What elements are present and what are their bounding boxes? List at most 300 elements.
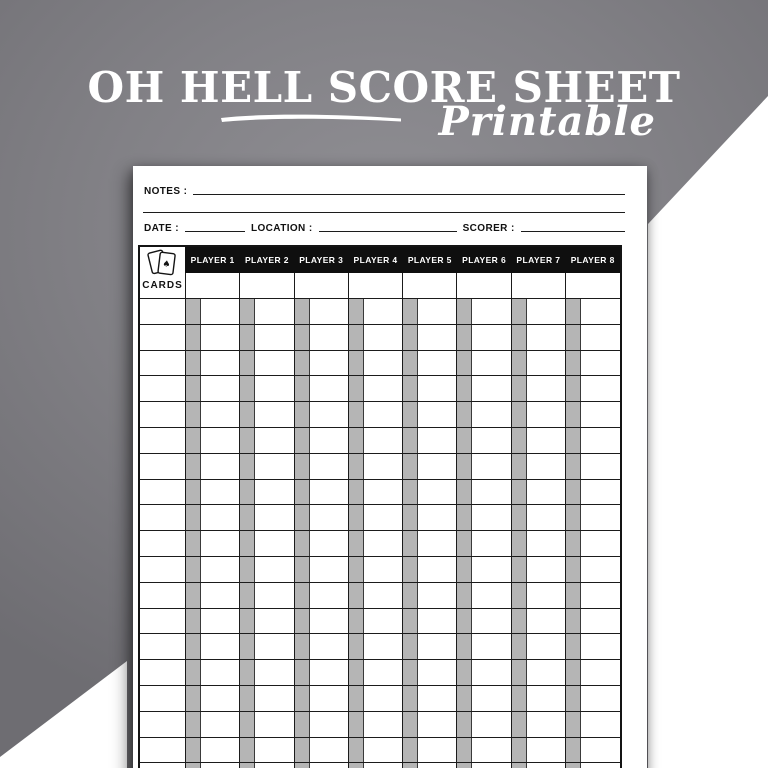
score-subcell xyxy=(364,351,402,376)
score-cell-p4-r4 xyxy=(348,376,402,401)
bid-subcell xyxy=(512,557,527,582)
bid-subcell xyxy=(512,402,527,427)
cards-row-cell xyxy=(140,376,185,401)
score-cell-p1-r12 xyxy=(185,583,239,608)
score-subcell xyxy=(418,402,456,427)
score-cell-p8-r13 xyxy=(565,609,619,634)
score-cell-p5-r19 xyxy=(402,763,456,768)
score-cell-p5-r7 xyxy=(402,454,456,479)
bid-subcell xyxy=(186,325,201,350)
score-cell-p7-r12 xyxy=(511,583,565,608)
table-row xyxy=(140,659,620,685)
score-cell-p6-r10 xyxy=(456,531,510,556)
bid-subcell xyxy=(295,299,310,324)
score-cell-p7-r14 xyxy=(511,634,565,659)
score-cell-p6-r3 xyxy=(456,351,510,376)
score-subcell xyxy=(472,428,510,453)
bid-subcell xyxy=(349,325,364,350)
bid-subcell xyxy=(403,299,418,324)
location-line xyxy=(319,230,457,232)
bid-subcell xyxy=(457,402,472,427)
score-subcell xyxy=(581,402,619,427)
bid-subcell xyxy=(512,738,527,763)
table-row xyxy=(140,737,620,763)
score-subcell xyxy=(418,660,456,685)
score-subcell xyxy=(310,351,348,376)
notes-line xyxy=(193,193,625,195)
score-cell-p1-r10 xyxy=(185,531,239,556)
score-cell-p4-r16 xyxy=(348,686,402,711)
bid-subcell xyxy=(240,557,255,582)
bid-subcell xyxy=(186,660,201,685)
score-cell-p3-r5 xyxy=(294,402,348,427)
score-subcell xyxy=(472,299,510,324)
score-cell-p3-r14 xyxy=(294,634,348,659)
score-cell-p1-r19 xyxy=(185,763,239,768)
bid-subcell xyxy=(512,712,527,737)
table-row xyxy=(140,504,620,530)
score-subcell xyxy=(310,505,348,530)
score-cell-p2-r17 xyxy=(239,712,293,737)
score-cell-p3-r16 xyxy=(294,686,348,711)
score-cell-p4-r14 xyxy=(348,634,402,659)
bid-subcell xyxy=(349,686,364,711)
score-cell-p1-r4 xyxy=(185,376,239,401)
score-subcell xyxy=(581,325,619,350)
score-subcell xyxy=(472,712,510,737)
bid-subcell xyxy=(403,428,418,453)
bid-subcell xyxy=(349,454,364,479)
bid-subcell xyxy=(295,686,310,711)
score-cell-p6-r9 xyxy=(456,505,510,530)
bid-subcell xyxy=(295,376,310,401)
page-subtitle: Printable xyxy=(438,98,656,145)
score-cell-p7-r1 xyxy=(511,299,565,324)
score-subcell xyxy=(201,351,239,376)
score-cell-p3-r19 xyxy=(294,763,348,768)
bid-subcell xyxy=(512,531,527,556)
table-row xyxy=(140,453,620,479)
score-cell-p7-r15 xyxy=(511,660,565,685)
player-name-cell-8 xyxy=(565,273,619,298)
score-subcell xyxy=(418,557,456,582)
score-cell-p2-r3 xyxy=(239,351,293,376)
bid-subcell xyxy=(295,583,310,608)
cards-row-cell xyxy=(140,712,185,737)
score-cell-p2-r11 xyxy=(239,557,293,582)
score-cell-p2-r4 xyxy=(239,376,293,401)
table-row xyxy=(140,530,620,556)
score-subcell xyxy=(364,557,402,582)
score-cell-p1-r13 xyxy=(185,609,239,634)
score-subcell xyxy=(201,609,239,634)
score-subcell xyxy=(527,325,565,350)
score-cell-p4-r7 xyxy=(348,454,402,479)
score-cell-p8-r15 xyxy=(565,660,619,685)
bid-subcell xyxy=(186,763,201,768)
player-name-cell-3 xyxy=(294,273,348,298)
score-subcell xyxy=(472,325,510,350)
bid-subcell xyxy=(566,376,581,401)
score-subcell xyxy=(201,557,239,582)
notes-line-2 xyxy=(143,211,625,213)
score-cell-p4-r18 xyxy=(348,738,402,763)
score-cell-p6-r13 xyxy=(456,609,510,634)
score-cell-p1-r14 xyxy=(185,634,239,659)
bid-subcell xyxy=(349,557,364,582)
score-cell-p6-r5 xyxy=(456,402,510,427)
score-subcell xyxy=(310,376,348,401)
bid-subcell xyxy=(403,634,418,659)
score-subcell xyxy=(255,660,293,685)
score-cell-p7-r10 xyxy=(511,531,565,556)
score-subcell xyxy=(581,738,619,763)
score-subcell xyxy=(418,712,456,737)
score-cell-p8-r19 xyxy=(565,763,619,768)
bid-subcell xyxy=(566,351,581,376)
score-subcell xyxy=(310,299,348,324)
player-header-8: PLAYER 8 xyxy=(565,247,619,273)
bid-subcell xyxy=(566,583,581,608)
player-header-5: PLAYER 5 xyxy=(402,247,456,273)
bid-subcell xyxy=(566,454,581,479)
score-cell-p1-r11 xyxy=(185,557,239,582)
bid-subcell xyxy=(457,325,472,350)
score-cell-p6-r1 xyxy=(456,299,510,324)
bid-subcell xyxy=(512,480,527,505)
score-cell-p2-r6 xyxy=(239,428,293,453)
score-cell-p3-r10 xyxy=(294,531,348,556)
player-name-cell-2 xyxy=(239,273,293,298)
score-cell-p2-r13 xyxy=(239,609,293,634)
score-cell-p3-r2 xyxy=(294,325,348,350)
score-cell-p8-r11 xyxy=(565,557,619,582)
table-row xyxy=(140,298,620,324)
score-cell-p3-r13 xyxy=(294,609,348,634)
player-header-4: PLAYER 4 xyxy=(348,247,402,273)
date-line xyxy=(185,230,245,232)
bid-subcell xyxy=(240,712,255,737)
bid-subcell xyxy=(512,763,527,768)
score-subcell xyxy=(310,583,348,608)
score-subcell xyxy=(527,557,565,582)
score-subcell xyxy=(364,325,402,350)
bid-subcell xyxy=(186,531,201,556)
bid-subcell xyxy=(457,299,472,324)
score-subcell xyxy=(581,634,619,659)
location-label: LOCATION : xyxy=(251,223,313,234)
score-subcell xyxy=(581,609,619,634)
score-subcell xyxy=(527,660,565,685)
score-cell-p5-r17 xyxy=(402,712,456,737)
bid-subcell xyxy=(566,531,581,556)
bid-subcell xyxy=(186,299,201,324)
score-cell-p5-r14 xyxy=(402,634,456,659)
bid-subcell xyxy=(457,531,472,556)
score-cell-p5-r8 xyxy=(402,480,456,505)
score-cell-p1-r16 xyxy=(185,686,239,711)
cards-row-cell xyxy=(140,351,185,376)
score-cell-p4-r2 xyxy=(348,325,402,350)
score-cell-p7-r5 xyxy=(511,402,565,427)
table-row xyxy=(140,324,620,350)
meta-row xyxy=(144,223,625,234)
score-subcell xyxy=(418,351,456,376)
score-subcell xyxy=(581,299,619,324)
score-subcell xyxy=(255,531,293,556)
bid-subcell xyxy=(512,351,527,376)
score-subcell xyxy=(364,428,402,453)
score-cell-p4-r9 xyxy=(348,505,402,530)
score-cell-p5-r2 xyxy=(402,325,456,350)
score-cell-p6-r8 xyxy=(456,480,510,505)
score-subcell xyxy=(255,763,293,768)
score-cell-p4-r12 xyxy=(348,583,402,608)
score-cell-p8-r5 xyxy=(565,402,619,427)
score-subcell xyxy=(310,428,348,453)
score-cell-p4-r13 xyxy=(348,609,402,634)
score-cell-p5-r15 xyxy=(402,660,456,685)
bid-subcell xyxy=(566,299,581,324)
score-subcell xyxy=(527,712,565,737)
score-subcell xyxy=(527,634,565,659)
score-subcell xyxy=(527,376,565,401)
bid-subcell xyxy=(566,557,581,582)
bid-subcell xyxy=(240,738,255,763)
score-cell-p7-r13 xyxy=(511,609,565,634)
score-subcell xyxy=(418,480,456,505)
bid-subcell xyxy=(512,609,527,634)
score-subcell xyxy=(364,299,402,324)
table-row xyxy=(140,762,620,768)
scorer-label: SCORER : xyxy=(462,223,515,234)
table-row xyxy=(140,633,620,659)
score-subcell xyxy=(472,686,510,711)
score-cell-p4-r15 xyxy=(348,660,402,685)
score-subcell xyxy=(472,531,510,556)
score-cell-p3-r7 xyxy=(294,454,348,479)
score-cell-p1-r5 xyxy=(185,402,239,427)
bid-subcell xyxy=(295,480,310,505)
table-row xyxy=(140,556,620,582)
score-subcell xyxy=(472,376,510,401)
score-subcell xyxy=(255,402,293,427)
score-subcell xyxy=(418,583,456,608)
bid-subcell xyxy=(186,557,201,582)
score-subcell xyxy=(472,634,510,659)
score-subcell xyxy=(527,480,565,505)
score-cell-p3-r15 xyxy=(294,660,348,685)
bid-subcell xyxy=(566,609,581,634)
score-cell-p3-r3 xyxy=(294,351,348,376)
score-subcell xyxy=(255,376,293,401)
score-subcell xyxy=(310,531,348,556)
score-cell-p2-r12 xyxy=(239,583,293,608)
score-subcell xyxy=(201,738,239,763)
score-subcell xyxy=(201,686,239,711)
score-subcell xyxy=(418,763,456,768)
bid-subcell xyxy=(186,505,201,530)
score-subcell xyxy=(581,480,619,505)
bid-subcell xyxy=(240,686,255,711)
score-subcell xyxy=(364,531,402,556)
score-cell-p2-r16 xyxy=(239,686,293,711)
score-subcell xyxy=(472,454,510,479)
bid-subcell xyxy=(349,531,364,556)
bid-subcell xyxy=(403,738,418,763)
score-subcell xyxy=(255,351,293,376)
score-subcell xyxy=(201,531,239,556)
score-subcell xyxy=(364,454,402,479)
score-cell-p8-r10 xyxy=(565,531,619,556)
score-cell-p7-r9 xyxy=(511,505,565,530)
score-cell-p6-r12 xyxy=(456,583,510,608)
score-cell-p1-r17 xyxy=(185,712,239,737)
score-cell-p3-r9 xyxy=(294,505,348,530)
score-subcell xyxy=(472,557,510,582)
score-cell-p7-r17 xyxy=(511,712,565,737)
score-subcell xyxy=(310,660,348,685)
bid-subcell xyxy=(403,557,418,582)
score-cell-p4-r3 xyxy=(348,351,402,376)
cards-row-cell xyxy=(140,763,185,768)
score-cell-p1-r8 xyxy=(185,480,239,505)
score-subcell xyxy=(418,299,456,324)
score-cell-p1-r6 xyxy=(185,428,239,453)
bid-subcell xyxy=(566,402,581,427)
score-subcell xyxy=(581,686,619,711)
bid-subcell xyxy=(403,351,418,376)
bid-subcell xyxy=(186,712,201,737)
bid-subcell xyxy=(349,634,364,659)
score-cell-p4-r8 xyxy=(348,480,402,505)
score-cell-p3-r12 xyxy=(294,583,348,608)
cards-row-cell xyxy=(140,505,185,530)
score-cell-p7-r19 xyxy=(511,763,565,768)
date-label: DATE : xyxy=(144,223,179,234)
player-header-7: PLAYER 7 xyxy=(511,247,565,273)
score-cell-p6-r15 xyxy=(456,660,510,685)
table-header xyxy=(140,247,620,298)
score-cell-p8-r6 xyxy=(565,428,619,453)
bid-subcell xyxy=(512,454,527,479)
score-table xyxy=(138,245,622,768)
score-subcell xyxy=(255,583,293,608)
table-row xyxy=(140,608,620,634)
score-cell-p7-r18 xyxy=(511,738,565,763)
score-subcell xyxy=(581,531,619,556)
score-subcell xyxy=(472,480,510,505)
cards-label: CARDS xyxy=(142,280,183,291)
player-name-cell-4 xyxy=(348,273,402,298)
score-cell-p6-r6 xyxy=(456,428,510,453)
score-cell-p4-r10 xyxy=(348,531,402,556)
cards-row-cell xyxy=(140,402,185,427)
bid-subcell xyxy=(349,609,364,634)
bid-subcell xyxy=(566,325,581,350)
score-subcell xyxy=(527,763,565,768)
bid-subcell xyxy=(403,583,418,608)
score-subcell xyxy=(201,428,239,453)
cards-row-cell xyxy=(140,660,185,685)
score-cell-p8-r12 xyxy=(565,583,619,608)
score-cell-p4-r19 xyxy=(348,763,402,768)
score-cell-p5-r3 xyxy=(402,351,456,376)
score-cell-p7-r16 xyxy=(511,686,565,711)
score-cell-p8-r1 xyxy=(565,299,619,324)
cards-row-cell xyxy=(140,634,185,659)
score-cell-p7-r6 xyxy=(511,428,565,453)
bid-subcell xyxy=(186,376,201,401)
player-header-2: PLAYER 2 xyxy=(239,247,293,273)
score-cell-p2-r15 xyxy=(239,660,293,685)
brush-underline xyxy=(219,111,403,126)
score-subcell xyxy=(527,583,565,608)
bid-subcell xyxy=(566,505,581,530)
player-name-cell-1 xyxy=(185,273,239,298)
score-cell-p4-r17 xyxy=(348,712,402,737)
score-cell-p1-r1 xyxy=(185,299,239,324)
table-row xyxy=(140,582,620,608)
score-subcell xyxy=(418,609,456,634)
cards-row-cell xyxy=(140,480,185,505)
bid-subcell xyxy=(457,583,472,608)
score-cell-p6-r11 xyxy=(456,557,510,582)
score-subcell xyxy=(527,686,565,711)
score-subcell xyxy=(255,738,293,763)
score-cell-p5-r9 xyxy=(402,505,456,530)
svg-text:♠: ♠ xyxy=(161,259,171,271)
bid-subcell xyxy=(457,428,472,453)
bid-subcell xyxy=(240,402,255,427)
score-cell-p6-r16 xyxy=(456,686,510,711)
score-subcell xyxy=(255,325,293,350)
score-cell-p6-r2 xyxy=(456,325,510,350)
bid-subcell xyxy=(403,325,418,350)
score-subcell xyxy=(255,299,293,324)
score-cell-p6-r14 xyxy=(456,634,510,659)
score-subcell xyxy=(201,325,239,350)
score-subcell xyxy=(472,738,510,763)
score-subcell xyxy=(310,480,348,505)
bid-subcell xyxy=(295,325,310,350)
bid-subcell xyxy=(512,428,527,453)
score-cell-p6-r17 xyxy=(456,712,510,737)
score-subcell xyxy=(418,376,456,401)
bid-subcell xyxy=(186,609,201,634)
bid-subcell xyxy=(240,454,255,479)
bid-subcell xyxy=(512,686,527,711)
score-subcell xyxy=(472,505,510,530)
bid-subcell xyxy=(295,428,310,453)
player-name-cell-7 xyxy=(511,273,565,298)
score-subcell xyxy=(310,557,348,582)
bid-subcell xyxy=(512,325,527,350)
score-subcell xyxy=(581,557,619,582)
score-cell-p1-r15 xyxy=(185,660,239,685)
score-subcell xyxy=(364,376,402,401)
score-subcell xyxy=(201,402,239,427)
bid-subcell xyxy=(240,583,255,608)
bid-subcell xyxy=(457,376,472,401)
score-subcell xyxy=(472,660,510,685)
bid-subcell xyxy=(295,634,310,659)
bid-subcell xyxy=(403,712,418,737)
player-header-row xyxy=(185,247,620,273)
score-cell-p6-r7 xyxy=(456,454,510,479)
bid-subcell xyxy=(186,634,201,659)
score-subcell xyxy=(418,531,456,556)
